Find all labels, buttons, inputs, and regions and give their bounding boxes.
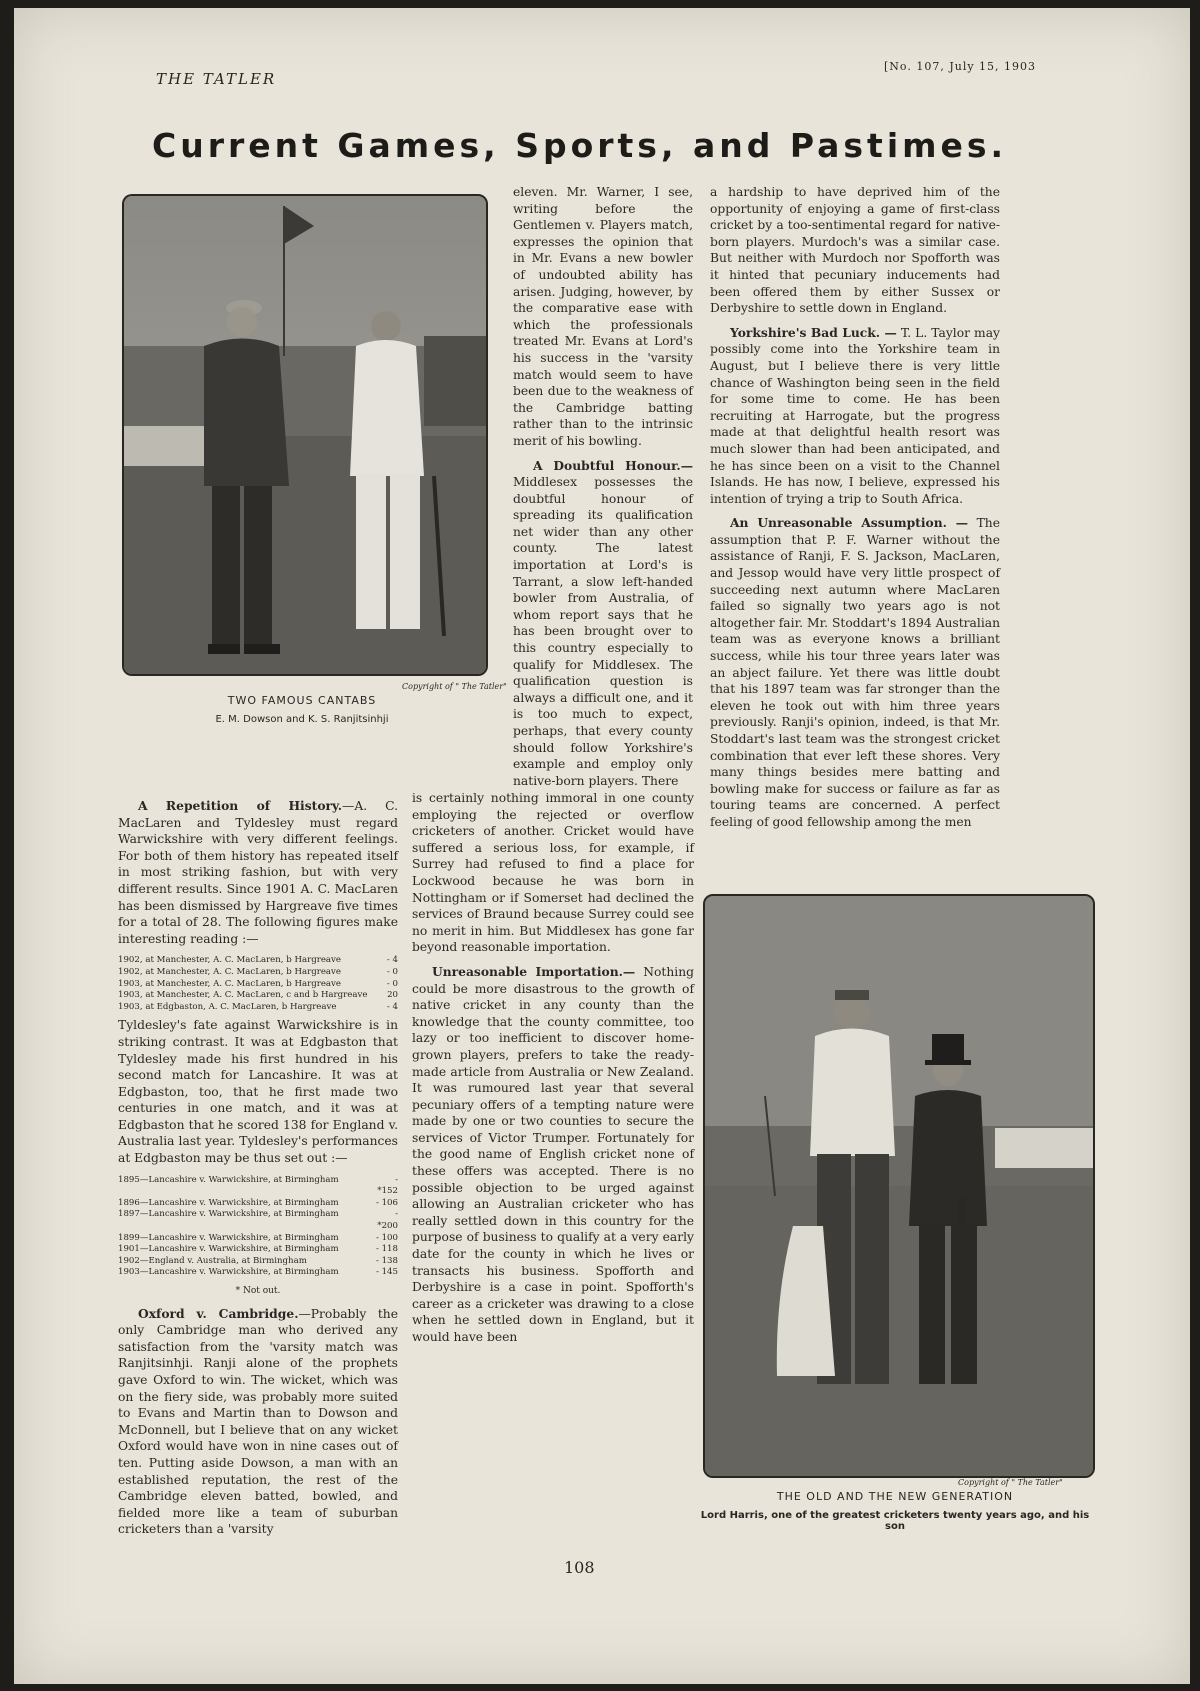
paragraph-repetition <box>118 798 398 947</box>
figure-row: 1903, at Manchester, A. C. MacLaren, c and b Hargreave 20 <box>118 990 398 1001</box>
repetition-heading: A Repetition of History. <box>138 798 343 813</box>
oxford-heading: Oxford v. Cambridge. <box>138 1305 299 1321</box>
assumption-text: The assumption that P. F. Warner without the assistance of Ranji, F. S. Jackson, MacLaren, and Jessop would have very little prospect of succeeding next autumn where MacLaren failed so signally two years ago is not altogether fair. Mr. Stoddart's 1894 Australian team was as everyone knows a brilliant success, while his tour three years later was an abject failure. Yet there was little doubt that his 1897 team was far stronger than the eleven he took out with him three years previously. Ranji's opinion, indeed, is that Mr. Stoddart's last team was the strongest cricket combination that ever left these shores. Very many things besides mere batting and bowling make for success or failure as far as touring teams are concerned. A perfect feeling of good fellowship among the men <box>710 516 1000 829</box>
figure-row: 1902, at Manchester, A. C. MacLaren, b Hargreave - 0 <box>118 966 398 977</box>
figure-row: 1901—Lancashire v. Warwickshire, at Birmingham - 118 <box>118 1244 398 1255</box>
paragraph-unreasonable-importation <box>412 964 694 1346</box>
photo-old-and-new-generation-image <box>705 896 1093 1476</box>
paragraph-oxford-cambridge <box>118 1306 398 1538</box>
figure-row: 1903—Lancashire v. Warwickshire, at Birmingham - 145 <box>118 1267 398 1278</box>
photo-old-and-new-generation <box>703 894 1095 1478</box>
importation-heading: Unreasonable Importation.— <box>432 963 636 979</box>
photo-two-cantabs-image <box>124 196 486 674</box>
page-number: 108 <box>564 1558 595 1577</box>
assumption-heading: An Unreasonable Assumption. — <box>730 515 969 531</box>
figure-row: 1903, at Edgbaston, A. C. MacLaren, b Hargreave - 4 <box>118 1001 398 1012</box>
paragraph-doubtful-honour <box>513 458 693 790</box>
issue-info: [No. 107, July 15, 1903 <box>884 60 1037 73</box>
repetition-text-2: Tyldesley's fate against Warwickshire is in striking contrast. It was at Edgbaston that Tyldesley made his first hundred in his second match for Lancashire. It was at Edgbaston, too, that he first made two centuries in one match, and it was at Edgbaston that he scored 138 for England v. Australia last year. Tyldesley's performances at Edgbaston may be thus set out :— <box>118 1018 398 1166</box>
figure-row: 1903, at Manchester, A. C. MacLaren, b Hargreave - 0 <box>118 978 398 989</box>
column-3-top <box>710 184 1000 839</box>
figure-row: 1902—England v. Australia, at Birmingham - 138 <box>118 1255 398 1266</box>
photo1-copyright: Copyright of " The Tatler" <box>402 682 507 691</box>
maclaren-figures <box>118 955 398 1013</box>
yorkshire-text: T. L. Taylor may possibly come into the Yorkshire team in August, but I believe there is very little chance of Washington being seen in the field for some time to come. He has been recruiting at Harrogate, but the progress made at that delightful health resort was much slower than had been anticipated, and he has since been on a visit to the Channel Islands. He has now, I believe, expressed his intention of trying a trip to South Africa. <box>710 325 1000 506</box>
oxford-text: —Probably the only Cambridge man who derived any satisfaction from the 'varsity match was Ranjitsinhji. Ranji alone of the prophets gave Oxford to win. The wicket, which was on the fiery side, was probably more suited to Evans and Martin than to Dowson and McDonnell, but I believe that on any wicket Oxford would have won in nine cases out of ten. Putting aside Dowson, a man with an established reputation, the rest of the Cambridge eleven batted, bowled, and fielded more like a team of suburban cricketers than a 'varsity <box>118 1306 398 1537</box>
doubtful-honour-text: Middlesex possesses the doubtful honour of spreading its qualification net wider than any other county. The latest importation at Lord's is Tarrant, a slow left-handed bowler from Australia, of whom report says that he has been brought over to this country especially to qualify for Middlesex. The qualification question is always a difficult one, and it is too much to expect, perhaps, that every county should follow Yorkshire's example and employ only native-born players. There <box>513 475 693 788</box>
magazine-page <box>14 8 1190 1684</box>
photo1-caption-subtitle: E. M. Dowson and K. S. Ranjitsinhji <box>215 714 389 725</box>
yorkshire-heading: Yorkshire's Bad Luck. — <box>730 324 897 340</box>
photo2-caption-title: THE OLD AND THE NEW GENERATION <box>776 1490 1014 1503</box>
column-2-bottom <box>412 790 694 1354</box>
headline: Current Games, Sports, and Pastimes. <box>152 126 1008 165</box>
doubtful-honour-heading: A Doubtful Honour.— <box>533 457 693 473</box>
column-2-top <box>513 184 693 797</box>
photo2-copyright: Copyright of " The Tatler" <box>958 1478 1063 1487</box>
photo2-caption-subtitle: Lord Harris, one of the greatest cricketers twenty years ago, and his son <box>700 1510 1090 1532</box>
photo1-caption-title: TWO FAMOUS CANTABS <box>227 694 377 707</box>
repetition-text: —A. C. MacLaren and Tyldesley must regard Warwickshire with very different feelings. For both of them history has repeated itself in most striking fashion, but with very different results. Since 1901 A. C. MacLaren has been dismissed by Hargreave five times for a total of 28. The following figures make interesting reading :— <box>118 799 399 946</box>
not-out-note: * Not out. <box>235 1286 281 1296</box>
figure-row: 1899—Lancashire v. Warwickshire, at Birmingham - 100 <box>118 1232 398 1243</box>
figure-row: 1895—Lancashire v. Warwickshire, at Birmingham - *152 <box>118 1174 398 1197</box>
paragraph-yorkshire <box>710 325 1000 508</box>
figure-row: 1896—Lancashire v. Warwickshire, at Birmingham - 106 <box>118 1197 398 1208</box>
figure-row: 1897—Lancashire v. Warwickshire, at Birmingham - *200 <box>118 1209 398 1232</box>
figure-row: 1902, at Manchester, A. C. MacLaren, b Hargreave - 4 <box>118 955 398 966</box>
paragraph-unreasonable-assumption <box>710 515 1000 830</box>
importation-text: Nothing could be more disastrous to the growth of native cricket in any county than the knowledge that the county committee, too lazy or too inefficient to discover home-grown players, prefers to take the ready-made article from Australia or New Zealand. It was rumoured last year that several pecuniary offers of a tempting nature were made by one or two counties to secure the services of Victor Trumper. Fortunately for the good name of English cricket none of these offers was accepted. There is no possible objection to be urged against allowing an Australian cricketer who has really settled down in this country for the purpose of business to qualify at a very early date for the county in which he lives or transacts his business. Spofforth and Derbyshire is a case in point. Spofforth's career as a cricketer was drawing to a close when he settled down in England, but it would have been <box>412 964 694 1344</box>
running-title: THE TATLER <box>156 70 277 88</box>
col2-top-text: eleven. Mr. Warner, I see, writing before the Gentlemen v. Players match, expresses the opinion that in Mr. Evans a new bowler of undoubted ability has arisen. Judging, however, by the comparative ease with which the professionals treated Mr. Evans at Lord's his success in the 'varsity match would seem to have been due to the weakness of the Cambridge batting rather than to the intrinsic merit of his bowling. <box>513 185 693 448</box>
tyldesley-figures <box>118 1175 398 1279</box>
photo-two-cantabs <box>122 194 488 676</box>
col3-top-text: a hardship to have deprived him of the opportunity of enjoying a game of first-class cricket by a too-sentimental regard for native-born players. Murdoch's was a similar case. But neither with Murdoch nor Spofforth was it hinted that pecuniary inducements had been offered them by either Sussex or Derbyshire to settle down in England. <box>710 185 1000 316</box>
col2-bottom-text: is certainly nothing immoral in one county employing the rejected or overflow cricketers of another. Cricket would have suffered a serious loss, for example, if Surrey had refused to find a place for Lockwood because he was born in Nottingham or if Somerset had declined the services of Braund because Surrey could see no merit in him. But Middlesex has gone far beyond reasonable importation. <box>412 791 694 955</box>
column-1-bottom <box>118 798 398 1546</box>
